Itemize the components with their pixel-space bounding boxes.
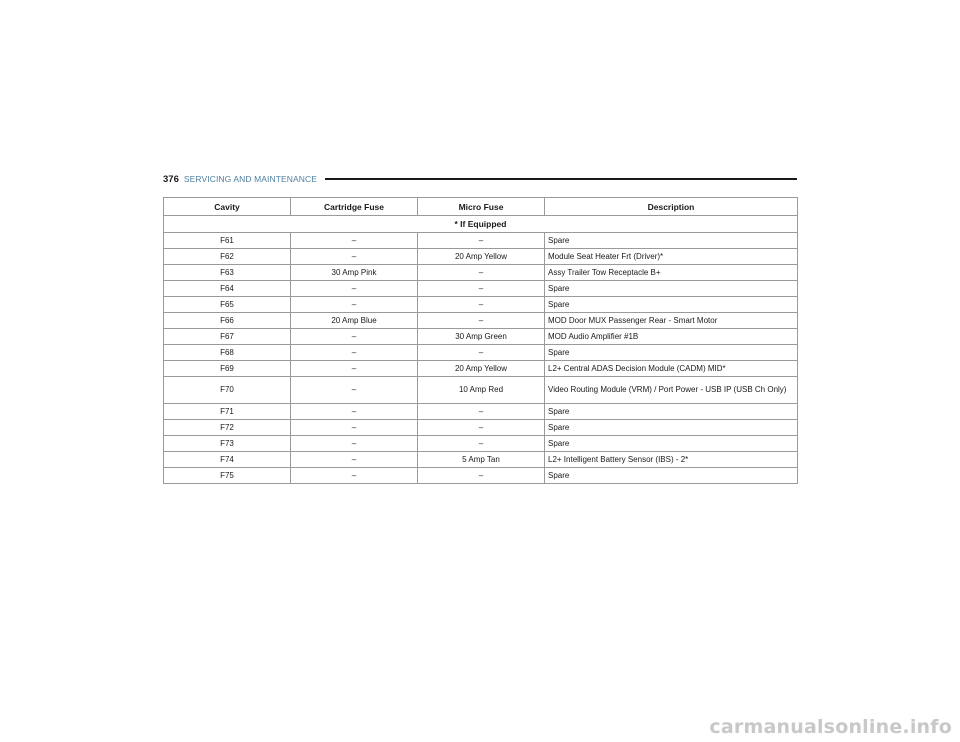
micro-fuse-cell: 30 Amp Green [418,329,545,345]
cartridge-fuse-cell: – [291,420,418,436]
description-cell: Assy Trailer Tow Receptacle B+ [545,265,798,281]
description-cell: Video Routing Module (VRM) / Port Power - USB IP (USB Ch Only) [545,377,798,404]
description-cell: Spare [545,345,798,361]
column-header-cartridge-fuse: Cartridge Fuse [291,198,418,216]
table-header-row [164,198,798,216]
micro-fuse-cell: – [418,404,545,420]
page-header [163,172,797,186]
if-equipped-note: * If Equipped [164,216,798,233]
cartridge-fuse-cell: – [291,281,418,297]
cartridge-fuse-cell: – [291,452,418,468]
table-row [164,281,798,297]
micro-fuse-cell: – [418,313,545,329]
micro-fuse-cell: 20 Amp Yellow [418,361,545,377]
cavity-cell: F70 [164,377,291,404]
section-title: SERVICING AND MAINTENANCE [183,174,318,184]
cavity-cell: F65 [164,297,291,313]
description-cell: L2+ Central ADAS Decision Module (CADM) MID* [545,361,798,377]
cartridge-fuse-cell: – [291,345,418,361]
table-row [164,452,798,468]
watermark: carmanualsonline.info [709,716,952,738]
cavity-cell: F71 [164,404,291,420]
cartridge-fuse-cell: – [291,249,418,265]
cartridge-fuse-cell: 20 Amp Blue [291,313,418,329]
cartridge-fuse-cell: – [291,404,418,420]
cartridge-fuse-cell: – [291,329,418,345]
cartridge-fuse-cell: – [291,233,418,249]
description-cell: Spare [545,404,798,420]
micro-fuse-cell: – [418,468,545,484]
table-row [164,329,798,345]
cartridge-fuse-cell: – [291,436,418,452]
micro-fuse-cell: – [418,420,545,436]
cavity-cell: F68 [164,345,291,361]
description-cell: Spare [545,436,798,452]
cartridge-fuse-cell: – [291,377,418,404]
table-note-row [164,216,798,233]
micro-fuse-cell: – [418,297,545,313]
cartridge-fuse-cell: – [291,468,418,484]
cartridge-fuse-cell: 30 Amp Pink [291,265,418,281]
micro-fuse-cell: 20 Amp Yellow [418,249,545,265]
header-rule [325,178,797,180]
page-number: 376 [163,173,179,185]
cartridge-fuse-cell: – [291,361,418,377]
description-cell: Spare [545,297,798,313]
description-cell: Spare [545,281,798,297]
cavity-cell: F75 [164,468,291,484]
table-row [164,345,798,361]
description-cell: MOD Audio Amplifier #1B [545,329,798,345]
micro-fuse-cell: – [418,281,545,297]
cavity-cell: F66 [164,313,291,329]
micro-fuse-cell: – [418,345,545,361]
description-cell: Spare [545,420,798,436]
table-row [164,468,798,484]
table-row [164,420,798,436]
cavity-cell: F64 [164,281,291,297]
cavity-cell: F61 [164,233,291,249]
micro-fuse-cell: 5 Amp Tan [418,452,545,468]
table-row [164,297,798,313]
column-header-micro-fuse: Micro Fuse [418,198,545,216]
cavity-cell: F72 [164,420,291,436]
cavity-cell: F69 [164,361,291,377]
description-cell: Spare [545,233,798,249]
micro-fuse-cell: – [418,436,545,452]
table-row [164,361,798,377]
cavity-cell: F63 [164,265,291,281]
table-row [164,404,798,420]
micro-fuse-cell: – [418,233,545,249]
table-row [164,233,798,249]
cavity-cell: F62 [164,249,291,265]
table-row [164,265,798,281]
column-header-description: Description [545,198,798,216]
description-cell: L2+ Intelligent Battery Sensor (IBS) - 2* [545,452,798,468]
fuse-table [163,197,798,484]
cavity-cell: F73 [164,436,291,452]
description-cell: MOD Door MUX Passenger Rear - Smart Motor [545,313,798,329]
table-row [164,249,798,265]
cartridge-fuse-cell: – [291,297,418,313]
micro-fuse-cell: 10 Amp Red [418,377,545,404]
column-header-cavity: Cavity [164,198,291,216]
description-cell: Spare [545,468,798,484]
table-row [164,313,798,329]
cavity-cell: F67 [164,329,291,345]
cavity-cell: F74 [164,452,291,468]
micro-fuse-cell: – [418,265,545,281]
table-row [164,436,798,452]
table-row [164,377,798,404]
description-cell: Module Seat Heater Frt (Driver)* [545,249,798,265]
